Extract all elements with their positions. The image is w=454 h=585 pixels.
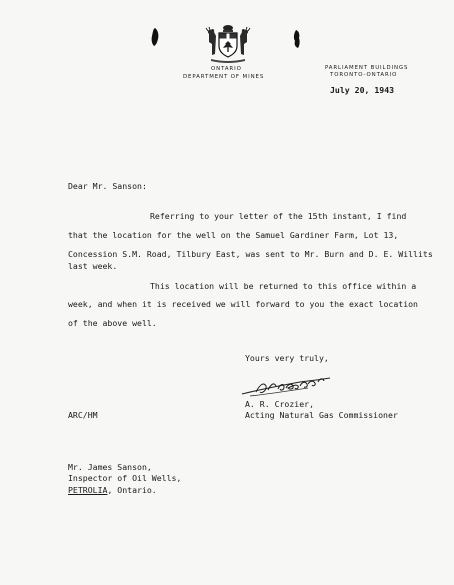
salutation: Dear Mr. Sanson: [68,181,147,191]
paragraph-2-line: This location will be returned to this office within a [150,281,417,291]
reference-initials: ARC/HM [68,410,98,420]
paragraph-2-line: of the above well. [68,318,157,328]
paragraph-1-line: Concession S.M. Road, Tilbury East, was sent to Mr. Burn and D. E. Willits [68,249,433,259]
closing: Yours very truly, [245,353,329,363]
paragraph-1-line: Referring to your letter of the 15th instant, I find [150,211,407,221]
paragraph-2-line: week, and when it is received we will forward to you the exact location [68,299,418,309]
signer-name: A. R. Crozier, [245,399,315,409]
letterhead-address-line1: PARLIAMENT BUILDINGS [325,65,409,71]
ontario-coat-of-arms-icon [205,22,251,64]
paragraph-2 [68,280,418,330]
punch-hole-mark-left [150,27,160,47]
letterhead-province: ONTARIO [211,66,242,72]
recipient-line3 [68,484,157,497]
paragraph-1-line: last week. [68,261,118,271]
punch-hole-mark-right [292,29,302,49]
paragraph-1 [68,210,433,273]
letter-date: July 20, 1943 [330,85,395,95]
signer-title: Acting Natural Gas Commissioner [245,410,398,420]
recipient-city-suffix: , Ontario. [107,485,157,495]
recipient-city: PETROLIA [68,485,108,495]
paragraph-1-line: that the location for the well on the Samuel Gardiner Farm, Lot 13, [68,230,399,240]
letterhead-address-line2: TORONTO-ONTARIO [330,72,398,78]
recipient-line1: Mr. James Sanson, [68,462,152,472]
letterhead-department: DEPARTMENT OF MINES [183,74,265,80]
recipient-line2: Inspector of Oil Wells, [68,473,182,483]
